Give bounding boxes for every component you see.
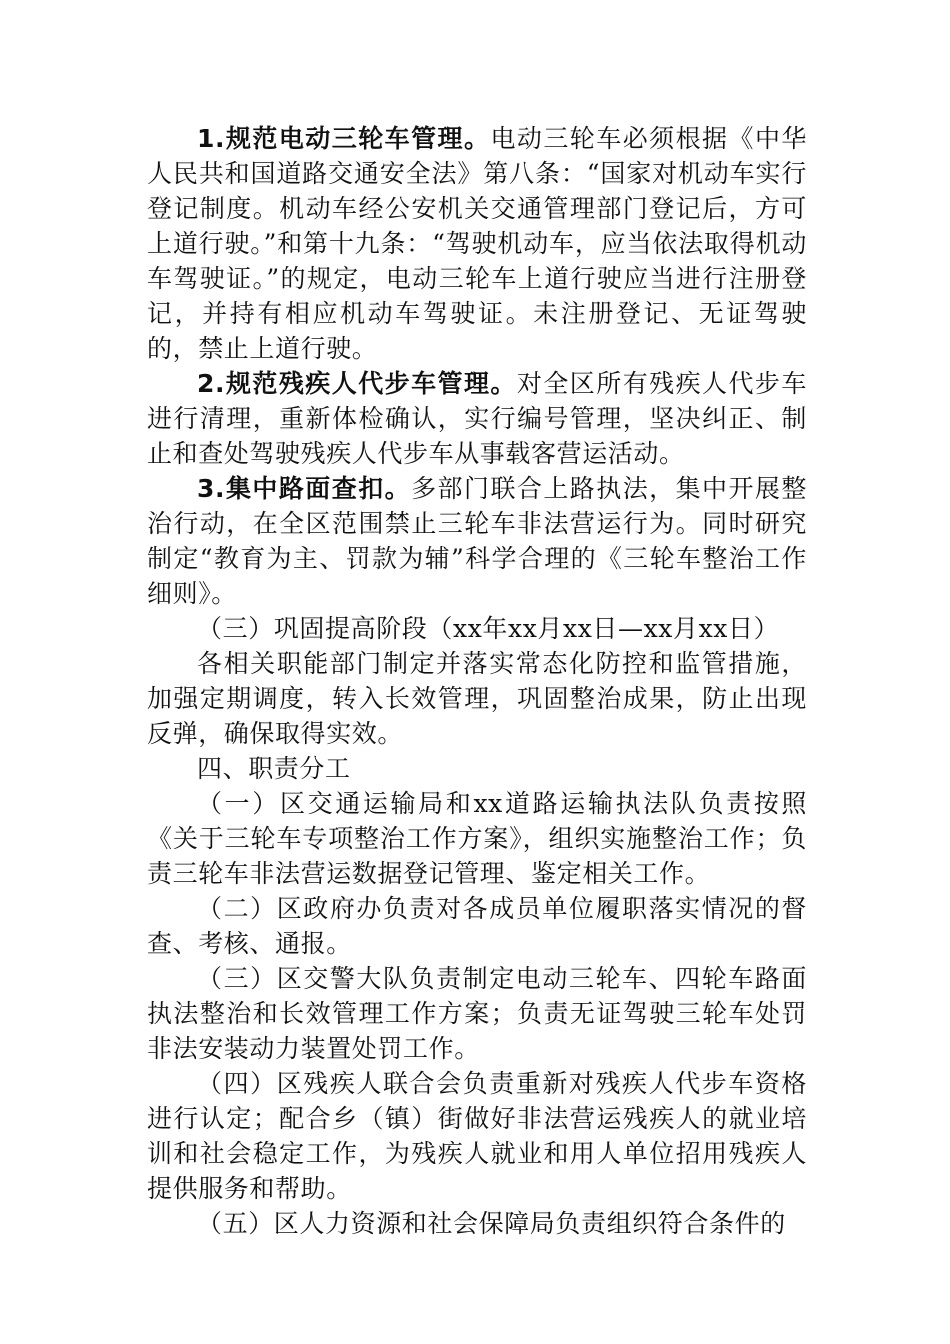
item-2-body: 对全区所有残疾人代步车进行清理，重新体检确认，实行编号管理，坚决纠正、制止和查处驾驶残疾人代步车从事载客营运活动。 bbox=[147, 369, 807, 468]
phase-3-heading: （三）巩固提高阶段（xx年xx月xx日—xx月xx日） bbox=[197, 614, 780, 643]
paragraph-item-1 bbox=[147, 121, 807, 366]
paragraph-item-3 bbox=[147, 471, 807, 611]
section-4-heading: 四、职责分工 bbox=[197, 754, 351, 783]
item-3-lead: 3.集中路面查扣。 bbox=[197, 474, 412, 503]
duty-paragraph-1: （一）区交通运输局和xx道路运输执法队负责按照《关于三轮车专项整治工作方案》，组织实施整治工作；负责三轮车非法营运数据登记管理、鉴定相关工作。 bbox=[147, 789, 807, 888]
duty-paragraph-3: （三）区交警大队负责制定电动三轮车、四轮车路面执法整治和长效管理工作方案；负责无证驾驶三轮车处罚非法安装动力装置处罚工作。 bbox=[147, 964, 807, 1063]
duty-paragraph-2: （二）区政府办负责对各成员单位履职落实情况的督查、考核、通报。 bbox=[147, 894, 807, 958]
duty-paragraph-4: （四）区残疾人联合会负责重新对残疾人代步车资格进行认定；配合乡（镇）街做好非法营运残疾人的就业培训和社会稳定工作，为残疾人就业和用人单位招用残疾人提供服务和帮助。 bbox=[147, 1069, 807, 1203]
item-3-body: 多部门联合上路执法，集中开展整治行动，在全区范围禁止三轮车非法营运行为。同时研究制定“教育为主、罚款为辅”科学合理的《三轮车整治工作细则》。 bbox=[147, 474, 807, 608]
item-1-body: 电动三轮车必须根据《中华人民共和国道路交通安全法》第八条：“国家对机动车实行登记制度。机动车经公安机关交通管理部门登记后，方可上道行驶。”和第十九条：“驾驶机动车，应当依法取得机动车驾驶证。”的规定，电动三轮车上道行驶应当进行注册登记，并持有相应机动车驾驶证。未注册登记、无证驾驶的，禁止上道行驶。 bbox=[147, 124, 808, 363]
duty-paragraph-5: （五）区人力资源和社会保障局负责组织符合条件的 bbox=[197, 1209, 786, 1238]
paragraph-item-2 bbox=[147, 366, 807, 471]
item-1-lead: 1.规范电动三轮车管理。 bbox=[197, 124, 491, 153]
item-2-lead: 2.规范残疾人代步车管理。 bbox=[197, 369, 517, 398]
phase-3-paragraph: 各相关职能部门制定并落实常态化防控和监管措施，加强定期调度，转入长效管理，巩固整治成果，防止出现反弹，确保取得实效。 bbox=[147, 649, 807, 748]
